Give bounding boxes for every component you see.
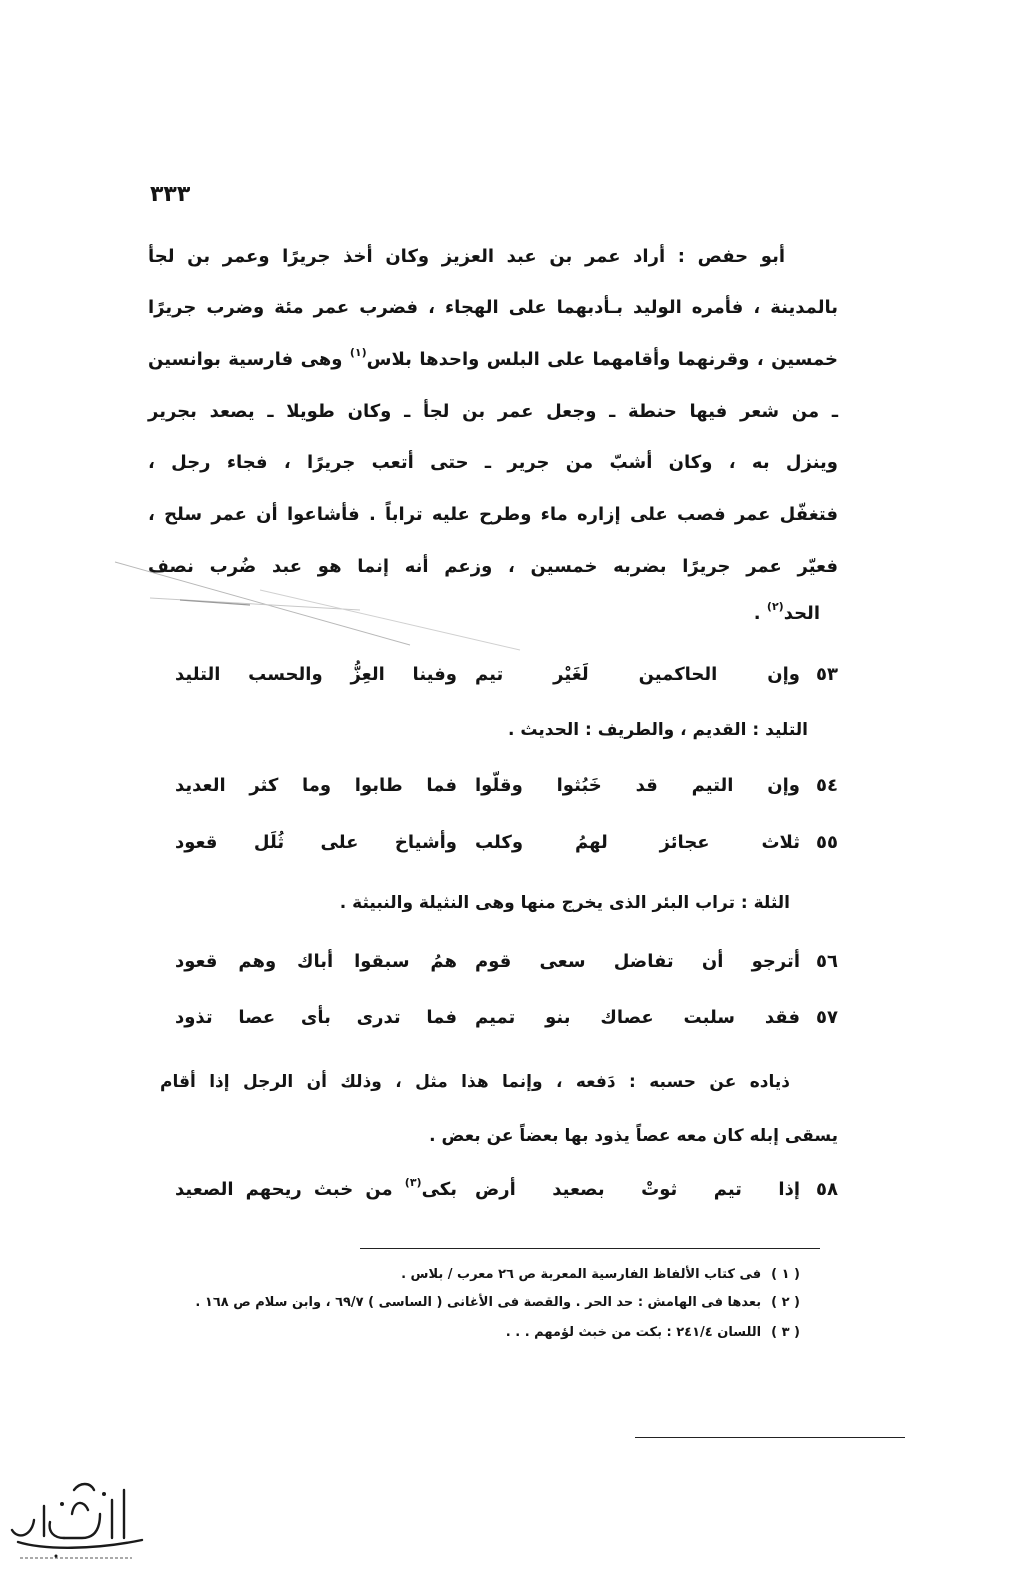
prose-line: فعيّر عمر جريرًا بضربه خمسين ، وزعم أنه إنما هو عبد ضُرب نصف	[148, 556, 838, 577]
footnote-separator	[360, 1248, 820, 1249]
verse-number: ٥٨	[816, 1179, 838, 1200]
verse-number: ٥٦	[816, 951, 838, 972]
gloss: التليد : القديم ، والطريف : الحديث .	[508, 720, 808, 740]
footnote-marker: ( ١ )	[771, 1267, 800, 1282]
verse-second-hemistich: وأشياخ على ثُلَل قعود	[175, 832, 457, 853]
verse-number: ٥٧	[816, 1007, 838, 1028]
prose-line: ـ من شعر فيها حنطة ـ وجعل عمر بن لجأ ـ وكان طويلا ـ يصعد بجرير	[148, 401, 838, 422]
page-number: ٣٣٣	[150, 182, 191, 207]
verse-second-hemistich	[175, 1170, 457, 1210]
prose-text: خمسين ، وقرنهما وأقامهما على البلس واحدها بلاس	[366, 349, 838, 370]
verse-first-hemistich: ثلاث عجائز لهمُ وكلب	[475, 832, 800, 853]
footnote-text: فى كتاب الألفاظ الفارسية المعربة ص ٢٦ معرب / بلاس .	[401, 1267, 762, 1282]
footnote-marker: ( ٣ )	[771, 1325, 800, 1340]
scan-streaks	[110, 550, 530, 660]
prose-line: وينزل به ، وكان أشبّ من جرير ـ حتى أتعب جريرًا ، فجاء رجل ،	[148, 452, 838, 473]
verse-first-hemistich: وإن التيم قد خَبُثوا وقلّوا	[475, 775, 800, 796]
verse-number: ٥٥	[816, 832, 838, 853]
verse-text: من خبث ريحهم الصعيد	[175, 1179, 405, 1200]
footnote-marker: ( ٢ )	[771, 1295, 800, 1310]
verse-first-hemistich: أترجو أن تفاضل سعى قوم	[475, 951, 800, 972]
verse-second-hemistich: وفينا العِزُّ والحسب التليد	[175, 664, 457, 685]
verse-first-hemistich: فقد سلبت عصاك بنو تميم	[475, 1007, 800, 1028]
verse-second-hemistich: فما طابوا وما كثر العديد	[175, 775, 457, 796]
footnote	[401, 1263, 800, 1287]
prose-text: .	[753, 603, 767, 624]
footnote-ref: (١)	[349, 346, 367, 359]
footnote-ref: (٢)	[766, 600, 784, 613]
bottom-rule	[635, 1437, 905, 1438]
verse-text: بكى	[421, 1179, 457, 1200]
verse-first-hemistich: وإن الحاكمين لَغَيْر تيم	[475, 664, 800, 685]
verse-number: ٥٣	[816, 664, 838, 685]
watermark-logo	[4, 1470, 154, 1570]
footnote-text: بعدها فى الهامش : حد الحر . والقصة فى الأغانى ( الساسى ) ٦٩/٧ ، وابن سلام ص ١٦٨ .	[195, 1295, 762, 1310]
footnote-ref: (٣)	[404, 1176, 422, 1189]
verse-number: ٥٤	[816, 775, 838, 796]
prose-line: فتغفّل عمر فصب على إزاره ماء وطرح عليه تراباً . فأشاعوا أن عمر سلح ،	[148, 504, 838, 525]
footnote	[506, 1321, 800, 1345]
prose-line: بالمدينة ، فأمره الوليد بـأدبهما على الهجاء ، فضرب عمر مئة وضرب جريرًا	[148, 297, 838, 318]
prose-line: أبو حفص : أراد عمر بن عبد العزيز وكان أخذ جريرًا وعمر بن لجأ	[148, 246, 785, 267]
gloss: الثلة : تراب البئر الذى يخرج منها وهى النثيلة والنبيثة .	[339, 893, 790, 913]
prose-line	[148, 340, 838, 380]
prose-text: وهى فارسية بوانسين	[148, 349, 350, 370]
footnote-text: اللسان ٢٤١/٤ : بكت من خبث لؤمهم . . .	[505, 1325, 762, 1340]
verse-second-hemistich: فما تدرى بأى عصا تذود	[175, 1007, 457, 1028]
prose-text: الحد	[783, 603, 820, 624]
footnote	[195, 1291, 800, 1315]
gloss: ذياده عن حسبه : دَفعه ، وإنما هذا مثل ، وذلك أن الرجل إذا أقام	[160, 1072, 790, 1092]
gloss: يسقى إبله كان معه عصاً يذود بها بعضاً عن بعض .	[429, 1126, 838, 1146]
verse-second-hemistich: همُ سبقوا أباك وهم قعود	[175, 951, 457, 972]
verse-first-hemistich: إذا تيم ثوتْ بصعيد أرض	[475, 1179, 800, 1200]
